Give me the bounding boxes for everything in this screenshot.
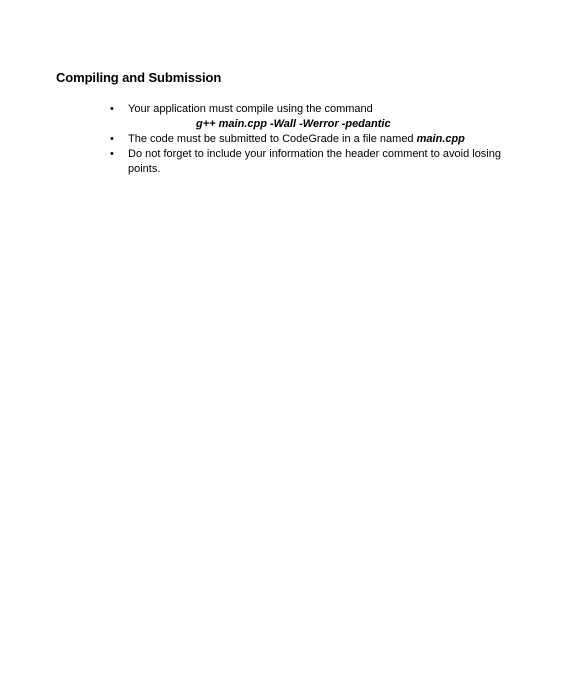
list-item: [108, 132, 528, 147]
bullet-icon: •: [110, 103, 114, 115]
bullet-icon: •: [110, 133, 114, 145]
list-item-text: The code must be submitted to CodeGrade in a file named: [128, 133, 417, 145]
list-item: [108, 147, 528, 177]
list-item-text: Do not forget to include your information the header comment to avoid losing points.: [128, 148, 501, 175]
bullet-icon: •: [110, 148, 114, 160]
list-item-text: Your application must compile using the command: [128, 103, 373, 115]
requirements-list: [108, 102, 528, 177]
section-heading: Compiling and Submission: [56, 70, 222, 85]
list-item: [108, 102, 528, 132]
compile-command: g++ main.cpp -Wall -Werror -pedantic: [196, 118, 391, 130]
filename-emphasis: main.cpp: [416, 133, 465, 145]
